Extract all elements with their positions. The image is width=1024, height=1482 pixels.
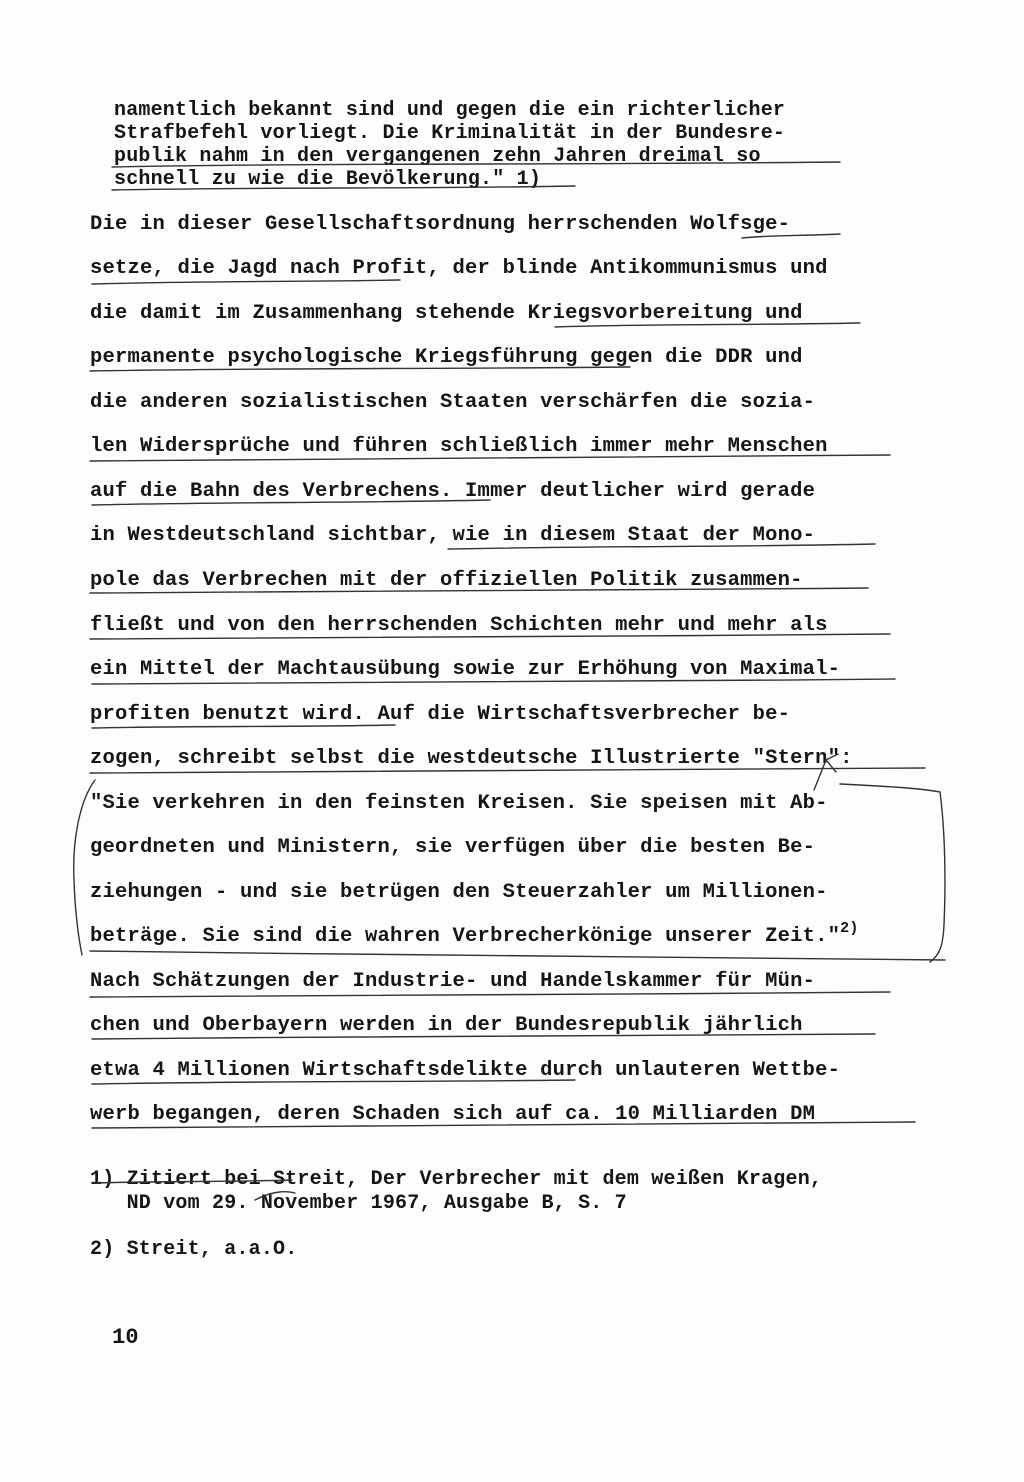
body-line-18: Nach Schätzungen der Industrie- und Handelskammer für Mün- <box>90 970 816 993</box>
body-line-10: fließt und von den herrschenden Schichten mehr und mehr als <box>90 614 828 637</box>
quote-line-4: schnell zu wie die Bevölkerung." 1) <box>114 168 542 191</box>
page-number: 10 <box>112 1325 139 1350</box>
quote-line-3: publik nahm in den vergangenen zehn Jahren dreimal so <box>114 145 761 168</box>
body-line-19: chen und Oberbayern werden in der Bundesrepublik jährlich <box>90 1014 803 1037</box>
body-line-12: profiten benutzt wird. Auf die Wirtschaftsverbrecher be- <box>90 703 791 726</box>
body-line-16: ziehungen - und sie betrügen den Steuerzahler um Millionen- <box>90 881 828 904</box>
body-line-17 <box>90 920 859 950</box>
body-line-15: geordneten und Ministern, sie verfügen über die besten Be- <box>90 836 816 859</box>
body-line-1: Die in dieser Gesellschaftsordnung herrschenden Wolfsge- <box>90 213 791 236</box>
body-line-9: pole das Verbrechen mit der offiziellen Politik zusammen- <box>90 569 803 592</box>
footnote-1-line-1: 1) Zitiert bei Streit, Der Verbrecher mit dem weißen Kragen, <box>90 1168 823 1191</box>
body-line-6: len Widersprüche und führen schließlich immer mehr Menschen <box>90 435 828 458</box>
underline-l17 <box>90 951 945 960</box>
body-line-21: werb begangen, deren Schaden sich auf ca. 10 Milliarden DM <box>90 1103 816 1126</box>
body-line-2: setze, die Jagd nach Profit, der blinde Antikommunismus und <box>90 257 828 280</box>
footnote-2: 2) Streit, a.a.O. <box>90 1238 298 1261</box>
body-line-5: die anderen sozialistischen Staaten verschärfen die sozia- <box>90 391 816 414</box>
body-line-14: "Sie verkehren in den feinsten Kreisen. Sie speisen mit Ab- <box>90 792 828 815</box>
body-line-7: auf die Bahn des Verbrechens. Immer deutlicher wird gerade <box>90 480 816 503</box>
body-line-11: ein Mittel der Machtausübung sowie zur Erhöhung von Maximal- <box>90 658 841 681</box>
body-line-20: etwa 4 Millionen Wirtschaftsdelikte durch unlauteren Wettbe- <box>90 1059 841 1082</box>
bracket-top <box>840 784 940 792</box>
footnote-1-line-2: ND vom 29. November 1967, Ausgabe B, S. 7 <box>90 1192 627 1215</box>
quote-line-2: Strafbefehl vorliegt. Die Kriminalität in der Bundesre- <box>114 122 786 145</box>
quote-line-1: namentlich bekannt sind und gegen die ein richterlicher <box>114 99 786 122</box>
body-line-17-text: beträge. Sie sind die wahren Verbrecherkönige unserer Zeit." <box>90 925 841 948</box>
bracket-right <box>930 792 945 962</box>
body-line-13: zogen, schreibt selbst die westdeutsche Illustrierte "Stern": <box>90 747 853 770</box>
footnote-ref-2: 2) <box>840 920 859 937</box>
body-line-3: die damit im Zusammenhang stehende Kriegsvorbereitung und <box>90 302 803 325</box>
body-line-4: permanente psychologische Kriegsführung gegen die DDR und <box>90 346 803 369</box>
body-line-8: in Westdeutschland sichtbar, wie in diesem Staat der Mono- <box>90 524 816 547</box>
